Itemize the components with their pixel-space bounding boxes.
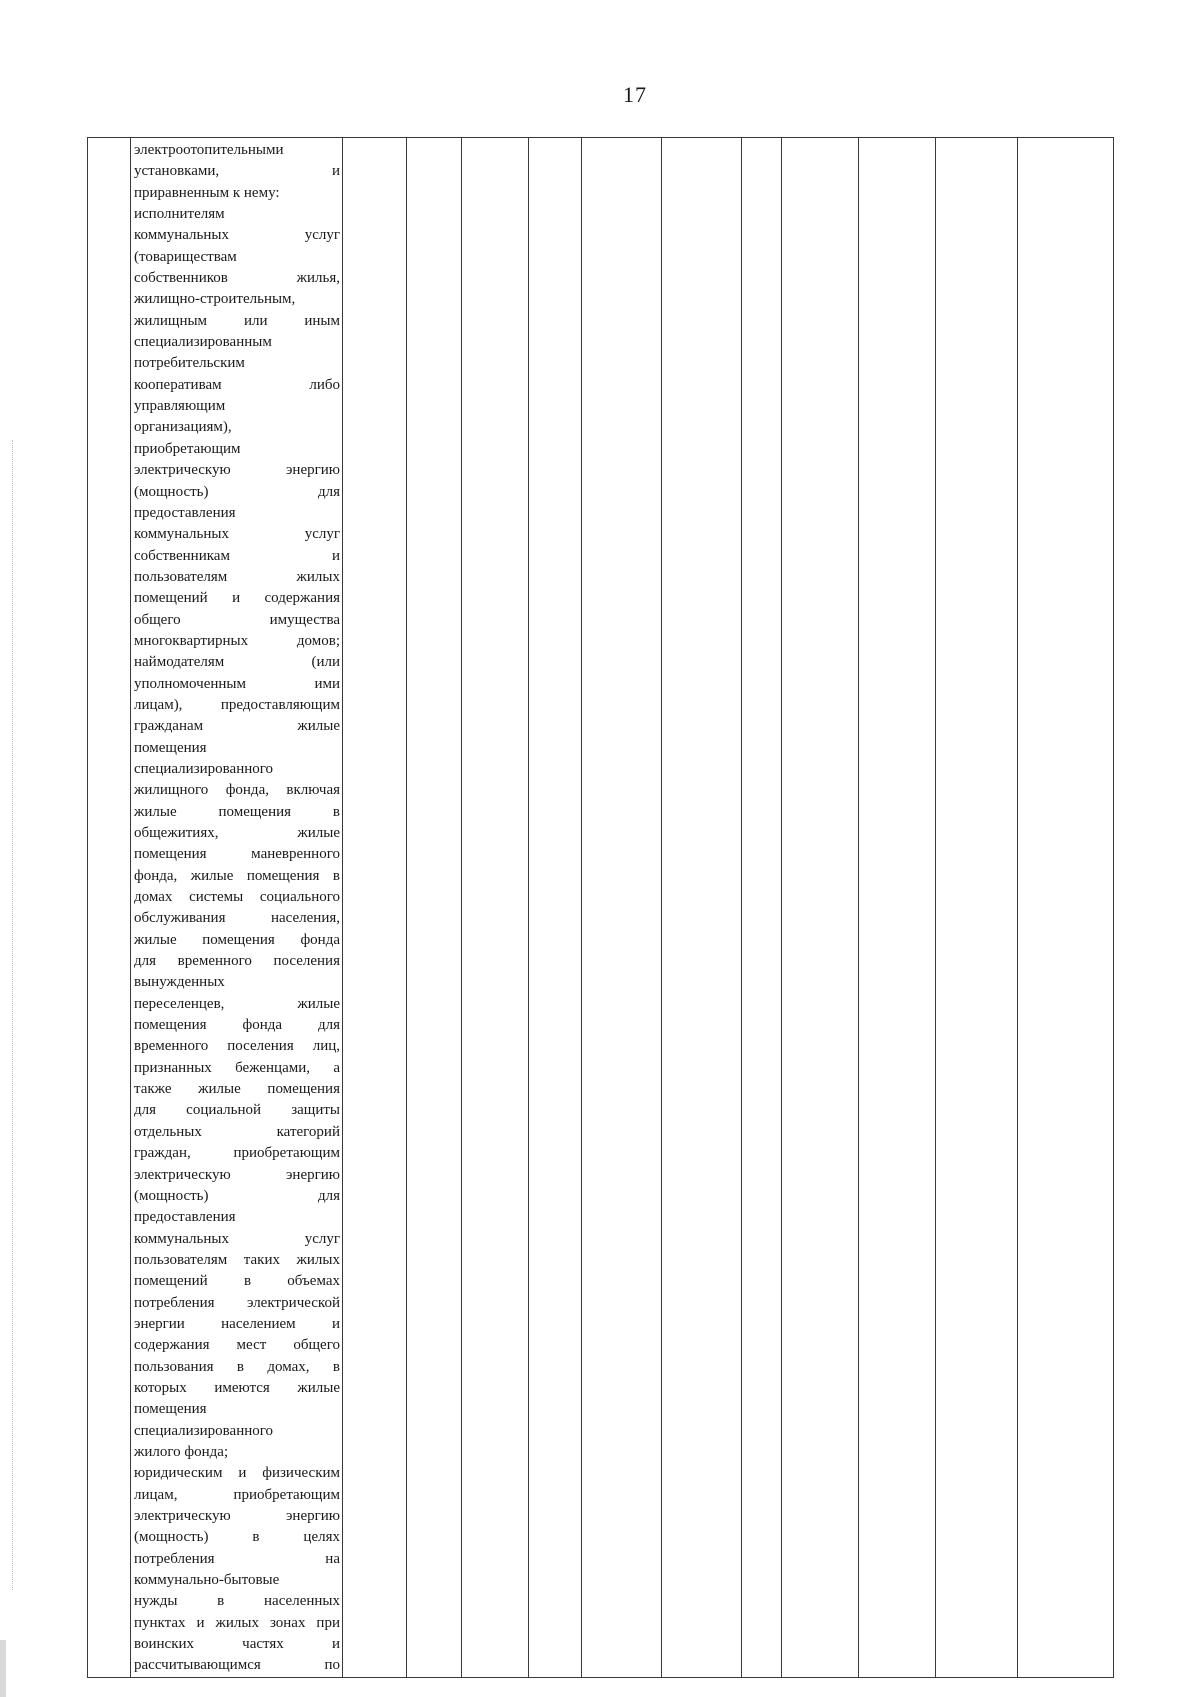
text-line: лицам, приобретающим — [134, 1486, 340, 1503]
text-line: (товариществам — [134, 248, 237, 265]
text-line: общежитиях, жилые — [134, 825, 340, 841]
value-cell — [407, 138, 462, 1678]
value-cell — [529, 138, 582, 1678]
text-line: жилые помещения фонда — [134, 931, 340, 948]
table-row — [88, 138, 1114, 1678]
text-line: кооперативам либо — [134, 376, 340, 393]
text-line: помещения фонда для — [134, 1017, 340, 1034]
text-line: помещения — [134, 739, 207, 756]
text-line: управляющим — [134, 398, 226, 415]
value-cell — [662, 138, 742, 1678]
text-line: собственникам и — [134, 547, 340, 564]
scan-margin-marks — [12, 440, 17, 1590]
text-line: (мощность) для — [134, 1187, 340, 1204]
text-line: специализированного — [134, 1422, 274, 1439]
tariff-table — [87, 137, 1114, 1678]
text-line: собственников жилья, — [134, 270, 340, 287]
text-line: юридическим и физическим — [134, 1465, 340, 1482]
text-line: (мощность) в целях — [134, 1529, 340, 1546]
value-cell — [859, 138, 936, 1678]
text-line: отдельных категорий — [134, 1123, 340, 1140]
text-line: лицам), предоставляющим — [134, 696, 340, 713]
value-cell — [782, 138, 859, 1678]
row-number-cell — [88, 138, 131, 1678]
text-line: пунктах и жилых зонах при — [134, 1614, 340, 1631]
text-line: для социальной защиты — [134, 1102, 340, 1119]
page-number: 17 — [623, 82, 647, 107]
text-line: коммунально-бытовые — [134, 1572, 280, 1589]
text-line: содержания мест общего — [134, 1337, 340, 1354]
text-line: которых имеются жилые — [134, 1379, 340, 1396]
value-cell — [462, 138, 529, 1678]
text-line: энергии населением и — [134, 1315, 340, 1332]
text-line: уполномоченным ими — [134, 675, 340, 692]
text-line: домах системы социального — [134, 889, 340, 906]
text-line: помещений в объемах — [134, 1273, 340, 1290]
text-line: приравненным к нему: — [134, 184, 280, 201]
text-line: жилого фонда; — [134, 1443, 229, 1460]
text-line: потребления электрической — [134, 1294, 340, 1311]
text-line: воинских частях и — [134, 1636, 340, 1653]
text-line: помещения маневренного — [134, 846, 340, 863]
text-line: коммунальных услуг — [134, 1230, 340, 1247]
text-line: фонда, жилые помещения в — [134, 867, 340, 884]
text-line: электрическую энергию — [134, 1166, 340, 1183]
text-line: для временного поселения — [134, 953, 340, 970]
text-line: признанных беженцами, а — [134, 1059, 340, 1076]
value-cell — [742, 138, 782, 1678]
text-line: общего имущества — [134, 611, 340, 628]
text-line: помещения — [134, 1401, 207, 1418]
text-line: установками, и — [134, 163, 340, 180]
text-line: нужды в населенных — [134, 1593, 340, 1610]
text-line: жилые помещения в — [134, 803, 340, 820]
text-line: исполнителям — [134, 206, 225, 223]
text-line: временного поселения лиц, — [134, 1038, 340, 1055]
text-line: предоставления — [134, 1209, 236, 1226]
text-line: приобретающим — [134, 440, 241, 457]
value-cell — [1018, 138, 1114, 1678]
text-line: жилищным или иным — [134, 312, 340, 329]
text-line: организациям), — [134, 419, 232, 436]
text-line: также жилые помещения — [134, 1081, 340, 1098]
value-cell — [936, 138, 1018, 1678]
text-line: жилищно-строительным, — [134, 291, 296, 308]
text-line: гражданам жилые — [134, 718, 340, 735]
text-line: электроотопительными — [134, 142, 284, 158]
scan-corner-mark — [0, 1640, 6, 1697]
text-line: (мощность) для — [134, 483, 340, 500]
text-line: электрическую энергию — [134, 462, 340, 479]
text-line: наймодателям (или — [134, 654, 340, 671]
text-line: электрическую энергию — [134, 1508, 340, 1524]
description-text — [134, 140, 340, 1677]
text-line: специализированным — [134, 334, 272, 351]
text-line: вынужденных — [134, 974, 225, 991]
text-line: пользователям жилых — [134, 568, 340, 585]
text-line: рассчитывающимся по — [134, 1657, 340, 1674]
value-cell — [343, 138, 407, 1678]
text-line: помещений и содержания — [134, 590, 340, 607]
text-line: предоставления — [134, 504, 236, 521]
description-cell — [131, 138, 343, 1678]
value-cell — [582, 138, 662, 1678]
text-line: специализированного — [134, 760, 274, 777]
text-line: пользования в домах, в — [134, 1358, 340, 1375]
text-line: потребления на — [134, 1550, 340, 1567]
text-line: обслуживания населения, — [134, 910, 340, 927]
text-line: жилищного фонда, включая — [134, 782, 340, 799]
text-line: коммунальных услуг — [134, 526, 340, 543]
text-line: многоквартирных домов; — [134, 632, 340, 649]
text-line: пользователям таких жилых — [134, 1251, 340, 1268]
text-line: коммунальных услуг — [134, 227, 340, 244]
text-line: потребительским — [134, 355, 245, 372]
text-line: переселенцев, жилые — [134, 995, 340, 1012]
text-line: граждан, приобретающим — [134, 1145, 340, 1162]
